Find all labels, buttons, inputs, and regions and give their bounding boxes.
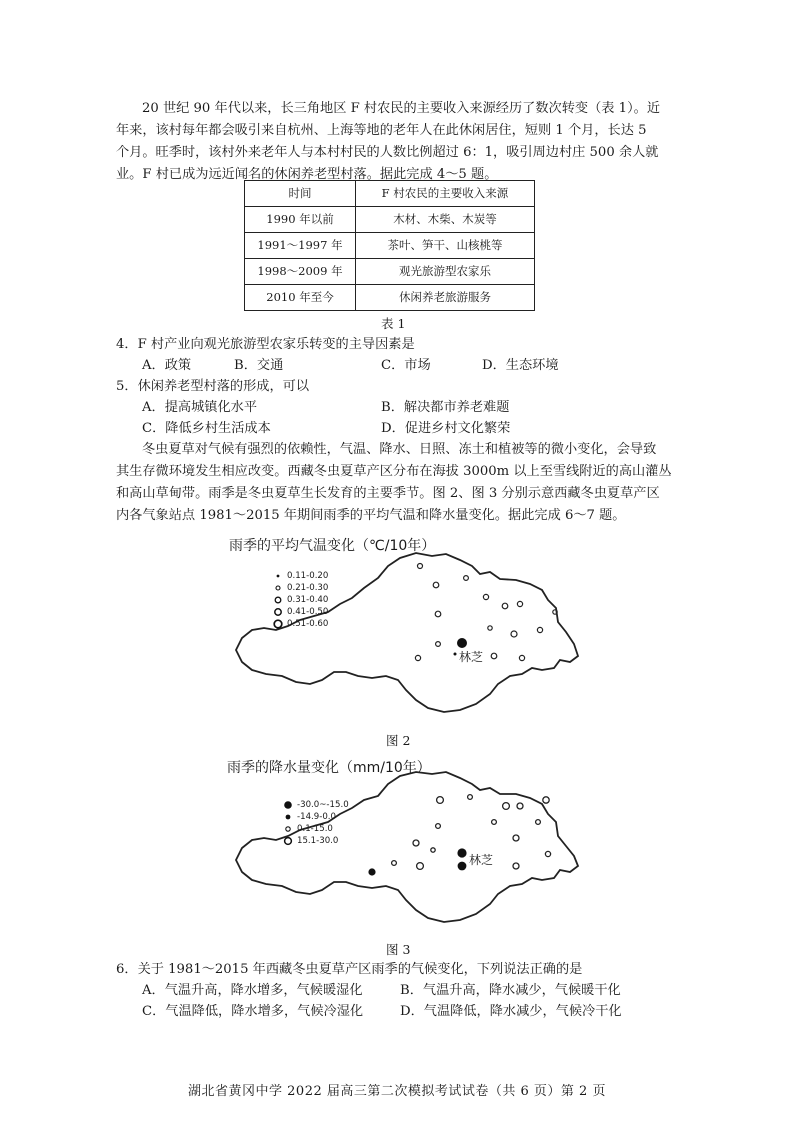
table-caption: 表 1: [381, 316, 406, 331]
intro-line: 个月。旺季时，该村外来老年人与本村村民的人数比例超过 6：1，吸引周边村庄 500 余人就: [116, 145, 659, 160]
table-header-row: [245, 181, 535, 207]
legend-item: 0.21-0.30: [272, 582, 328, 594]
table-cell-period: 1991～1997 年: [245, 233, 356, 259]
legend-item: 0.31-0.40: [272, 594, 328, 606]
question-4-option-d: D．生态环境: [482, 358, 559, 373]
question-6-option-c: C．气温降低，降水增多，气候冷湿化: [142, 1004, 364, 1019]
figure-3-caption: 图 3: [386, 942, 411, 957]
question-4-option-c: C．市场: [381, 358, 431, 373]
intro-line: 业。F 村已成为远近闻名的休闲养老型村落。据此完成 4～5 题。: [116, 167, 498, 182]
figure-3-title: 雨季的降水量变化（mm/10年）: [227, 760, 431, 776]
table-cell-income: 休闲养老旅游服务: [356, 285, 535, 311]
passage-line: 和高山草甸带。雨季是冬虫夏草生长发育的主要季节。图 2、图 3 分别示意西藏冬虫夏草产区: [116, 486, 660, 501]
figure-2-city-label: 林芝: [459, 650, 484, 664]
figure-3-city-label: 林芝: [469, 853, 494, 867]
legend-item: 0.1-15.0: [282, 823, 349, 835]
legend-item: 15.1-30.0: [282, 835, 349, 847]
income-table: [244, 180, 535, 311]
question-6-stem: 6．关于 1981～2015 年西藏冬虫夏草产区雨季的气候变化，下列说法正确的是: [116, 962, 583, 977]
question-5-option-a: A．提高城镇化水平: [142, 400, 258, 415]
legend-item: 0.11-0.20: [272, 570, 328, 582]
passage-line: 内各气象站点 1981～2015 年期间雨季的平均气温和降水量变化。据此完成 6～7 题。: [116, 508, 626, 523]
page-footer: 湖北省黄冈中学 2022 届高三第二次模拟考试试卷（共 6 页）第 2 页: [188, 1084, 606, 1099]
table-row: [245, 207, 535, 233]
table-cell-income: 茶叶、笋干、山核桃等: [356, 233, 535, 259]
table-row: [245, 259, 535, 285]
figure-2-legend: [272, 570, 328, 630]
intro-line: 20 世纪 90 年代以来，长三角地区 F 村农民的主要收入来源经历了数次转变（表 1）。近: [142, 101, 661, 116]
passage-line: 其生存微环境发生相应改变。西藏冬虫夏草产区分布在海拔 3000m 以上至雪线附近的高山灌丛: [116, 464, 672, 479]
question-6-option-d: D．气温降低，降水减少，气候冷干化: [400, 1004, 622, 1019]
intro-line: 年来，该村每年都会吸引来自杭州、上海等地的老年人在此休闲居住，短则 1 个月，长达 5: [116, 123, 647, 138]
table-cell-income: 观光旅游型农家乐: [356, 259, 535, 285]
question-6-option-b: B．气温升高，降水减少，气候暖干化: [400, 983, 621, 998]
table-cell-income: 木材、木柴、木炭等: [356, 207, 535, 233]
table-row: [245, 285, 535, 311]
table-cell-period: 2010 年至今: [245, 285, 356, 311]
passage-line: 冬虫夏草对气候有强烈的依赖性，气温、降水、日照、冻土和植被等的微小变化，会导致: [142, 442, 657, 457]
figure-2-station-markers: [415, 564, 557, 661]
legend-item: -30.0~-15.0: [282, 799, 349, 811]
legend-item: -14.9-0.0: [282, 811, 349, 823]
legend-item: 0.51-0.60: [272, 618, 328, 630]
tibet-region-outline: [236, 772, 578, 922]
question-5-stem: 5．休闲养老型村落的形成，可以: [116, 379, 310, 394]
table-cell-period: 1990 年以前: [245, 207, 356, 233]
legend-item: 0.41-0.50: [272, 606, 328, 618]
table-cell-period: 1998～2009 年: [245, 259, 356, 285]
passage-6-7: [116, 439, 672, 527]
question-4-option-a: A．政策: [142, 358, 192, 373]
question-4-option-b: B．交通: [234, 358, 284, 373]
question-6-option-a: A．气温升高，降水增多，气候暖湿化: [142, 983, 363, 998]
table-header-cell: F 村农民的主要收入来源: [356, 181, 535, 207]
figure-2-caption: 图 2: [386, 733, 411, 748]
figure-2-title: 雨季的平均气温变化（℃/10年）: [229, 538, 436, 554]
table-header-cell: 时间: [245, 181, 356, 207]
question-5-option-d: D．促进乡村文化繁荣: [381, 421, 511, 436]
figure-3-legend: [282, 799, 349, 847]
question-5-option-b: B．解决都市养老难题: [381, 400, 510, 415]
table-row: [245, 233, 535, 259]
intro-paragraph: [116, 98, 661, 186]
question-4-stem: 4．F 村产业向观光旅游型农家乐转变的主导因素是: [116, 337, 415, 352]
question-5-option-c: C．降低乡村生活成本: [142, 421, 271, 436]
